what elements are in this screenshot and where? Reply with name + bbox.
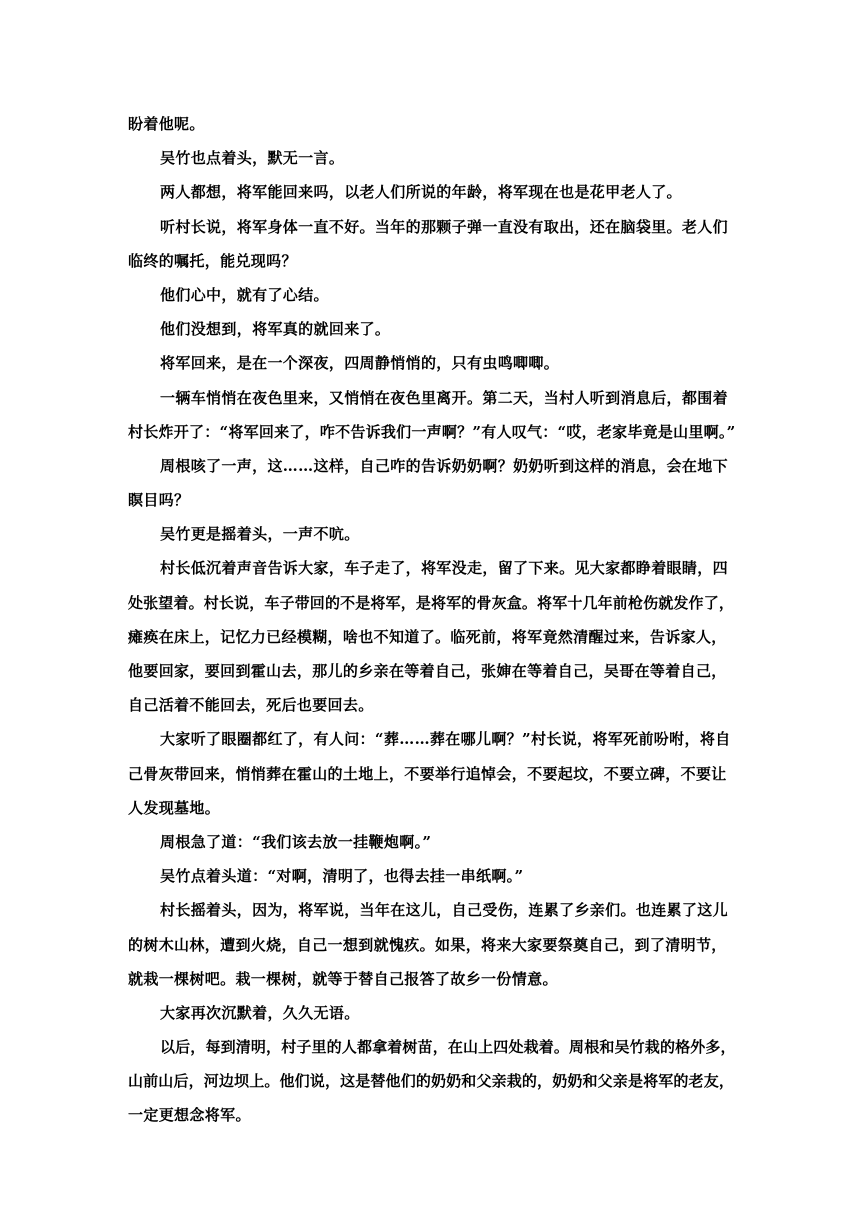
text-line: 己骨灰带回来，悄悄葬在霍山的土地上，不要举行追悼会，不要起坟，不要立碑，不要让 (128, 764, 727, 783)
text-line: 吴竹更是摇着头，一声不吭。 (160, 525, 360, 544)
text-line: 处张望着。村长说，车子带回的不是将军，是将军的骨灰盒。将军十几年前枪伤就发作了， (128, 593, 735, 612)
text-line: 瞑目吗？ (128, 491, 190, 510)
text-line: 吴竹点着头道：“对啊，清明了，也得去挂一串纸啊。” (160, 867, 524, 886)
text-line: 大家听了眼圈都红了，有人问：“葬……葬在哪儿啊？”村长说，将军死前吩咐，将自 (160, 730, 731, 749)
text-line: 就栽一棵树吧。栽一棵树，就等于替自己报答了故乡一份情意。 (128, 969, 558, 988)
text-line: 盼着他呢。 (128, 115, 205, 133)
text-line: 两人都想，将军能回来吗，以老人们所说的年龄，将军现在也是花甲老人了。 (160, 183, 682, 202)
text-line: 山前山后，河边坝上。他们说，这是替他们的奶奶和父亲栽的，奶奶和父亲是将军的老友， (128, 1072, 735, 1091)
text-line: 的树木山林，遭到火烧，自己一想到就愧疚。如果，将来大家要祭奠自己，到了清明节， (128, 935, 727, 954)
text-line: 将军回来，是在一个深夜，四周静悄悄的，只有虫鸣唧唧。 (160, 354, 560, 373)
text-line: 吴竹也点着头，默无一言。 (160, 149, 345, 168)
text-line: 一辆车悄悄在夜色里来，又悄悄在夜色里离开。第二天，当村人听到消息后，都围着 (160, 388, 728, 407)
text-line: 他们心中，就有了心结。 (160, 285, 329, 304)
text-line: 临终的嘱托，能兑现吗？ (128, 251, 297, 270)
text-line: 以后，每到清明，村子里的人都拿着树苗，在山上四处栽着。周根和吴竹栽的格外多， (160, 1038, 736, 1057)
text-line: 村长低沉着声音告诉大家，车子走了，将军没走，留了下来。见大家都睁着眼睛，四 (160, 559, 728, 578)
text-line: 他要回家，要回到霍山去，那儿的乡亲在等着自己，张婶在等着自己，吴哥在等着自己， (128, 662, 727, 680)
text-line: 周根咳了一声，这……这样，自己咋的告诉奶奶啊？奶奶听到这样的消息，会在地下 (160, 456, 728, 475)
text-line: 一定更想念将军。 (128, 1106, 251, 1125)
text-line: 村长炸开了：“将军回来了，咋不告诉我们一声啊？”有人叹气：“哎，老家毕竟是山里啊。” (128, 422, 736, 441)
text-line: 瘫痪在床上，记忆力已经模糊，啥也不知道了。临死前，将军竟然清醒过来，告诉家人， (128, 627, 727, 646)
text-line: 听村长说，将军身体一直不好。当年的那颗子弹一直没有取出，还在脑袋里。老人们 (160, 217, 728, 236)
text-line: 大家再次沉默着，久久无语。 (160, 1003, 360, 1022)
text-line: 周根急了道：“我们该去放一挂鞭炮啊。” (160, 832, 432, 851)
text-line: 村长摇着头，因为，将军说，当年在这儿，自己受伤，连累了乡亲们。也连累了这儿 (160, 901, 728, 920)
text-line: 自己活着不能回去，死后也要回去。 (128, 696, 374, 715)
text-line: 他们没想到，将军真的就回来了。 (160, 320, 391, 339)
article-body (128, 107, 736, 1133)
text-line: 人发现墓地。 (128, 798, 221, 817)
